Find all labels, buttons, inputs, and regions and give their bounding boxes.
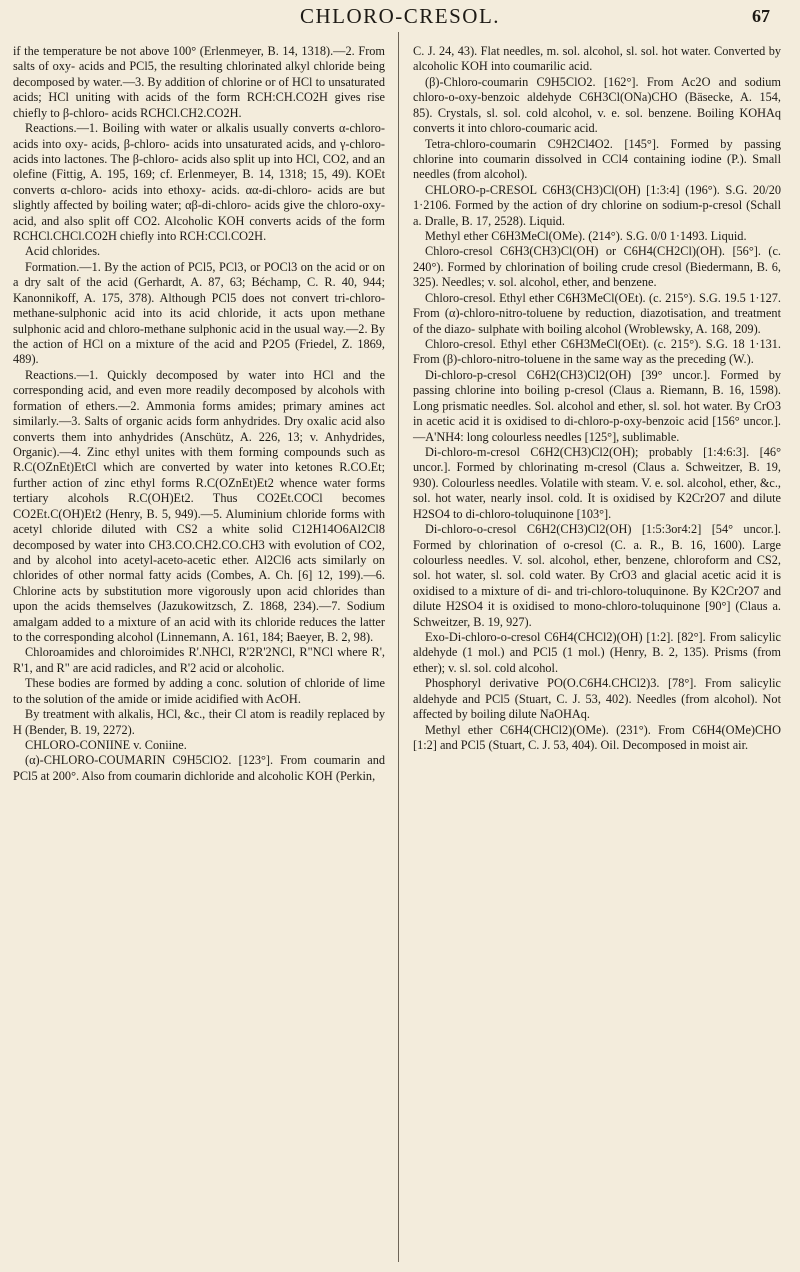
entry: Chloro-cresol. Ethyl ether C6H3MeCl(OEt). (c. 215°). S.G. 19.5 1·127. From (α)-chloro-nitro-toluene by reduction, diazotisation, and treatment of the diazo- sulphate with boiling alcohol (Wroblewsky, A. 168, 209). bbox=[413, 290, 781, 336]
left-column bbox=[13, 44, 385, 784]
entry: Tetra-chloro-coumarin C9H2Cl4O2. [145°]. Formed by passing chlorine into coumarin dissolved in CCl4 containing iodine (P.). Small needles (from alcohol). bbox=[413, 136, 781, 182]
running-title: CHLORO-CRESOL. bbox=[299, 4, 501, 28]
paragraph: Reactions.—1. Quickly decomposed by water into HCl and the corresponding acid, and even more readily decomposed by alcohols with formation of ethers.—2. Ammonia forms amides; primary amines act similarly.—3. Salts of organic acids form anhydrides. Dry oxalic acid also converts them into anhydrides (Anschütz, A. 226, 13; v. Anhydrides, Organic).—4. Zinc ethyl unites with them forming compounds such as R.C(OZnEt)EtCl which are converted by water into ketones R.CO.Et; further action of zinc ethyl forms R.C(OZnEt)Et2 whence water forms tertiary alcohols R.C(OH)Et2. Thus CO2Et.COCl becomes CO2Et.C(OH)Et2 (Henry, B. 5, 949).—5. Aluminium chloride forms with acetyl chloride diluted with CS2 a white solid C12H14O6Al2Cl8 decomposed by water into CH3.CO.CH2.CO.CH3 with evolution of CO2, and by alcohol into acetyl-aceto-acetic ether. Al2Cl6 acts similarly on chlorides of other normal fatty acids (Combes, A. Ch. [6] 12, 199).—6. Chlorine acts by substitution more vigorously upon acid chlorides than upon the acids themselves (Jazukowitzsch, Z. 1868, 234).—7. Sodium amalgam added to a mixture of an acid with its chloride reduces the latter to the corresponding alcohol (Linnemann, A. 161, 184; Baeyer, B. 2, 98). bbox=[13, 367, 385, 645]
paragraph: C. J. 24, 43). Flat needles, m. sol. alcohol, sl. sol. hot water. Converted by alcoholic KOH into coumarilic acid. bbox=[413, 44, 781, 74]
entry-chloro-coumarin: (α)-CHLORO-COUMARIN C9H5ClO2. [123°]. From coumarin and PCl5 at 200°. Also from coumarin dichloride and alcoholic KOH (Perkin, bbox=[13, 753, 385, 783]
section-heading: Acid chlorides. bbox=[25, 244, 101, 259]
column-divider bbox=[398, 32, 399, 1262]
entry-coniine: CHLORO-CONIINE v. Coniine. bbox=[25, 737, 187, 752]
paragraph: Reactions.—1. Boiling with water or alkalis usually converts α-chloro- acids into oxy- acids, β-chloro- acids into unsaturated acids, and γ-chloro- acids into lactones. The β-chloro- acids also split up into HCl, CO2, and an olefine (Fittig, A. 195, 169; cf. Erlenmeyer, B. 14, 1318; 15, 49). KOEt converts α-chloro- acids into ethoxy- acids. αα-di-chloro- acids are but slightly affected by boiling water; αβ-di-chloro- acids give the chloro-oxy- acid, and also split off CO2. Alcoholic KOH converts acids of the form RCHCl.CHCl.CO2H chiefly into RCH:CCl.CO2H. bbox=[13, 121, 385, 244]
entry-chloro-p-cresol: CHLORO-p-CRESOL C6H3(CH3)Cl(OH) [1:3:4] (196°). S.G. 20/20 1·2106. Formed by the action of dry chlorine on sodium-p-cresol (Schall a. Dralle, B. 17, 2528). Liquid. bbox=[413, 182, 781, 228]
paragraph: By treatment with alkalis, HCl, &c., their Cl atom is readily replaced by H (Bender, B. 19, 2272). bbox=[13, 707, 385, 737]
paragraph: Chloroamides and chloroimides R'.NHCl, R'2R'2NCl, R"NCl where R', R'1, and R" are acid radicles, and R'2 acid or alcoholic. bbox=[13, 645, 385, 675]
entry: Chloro-cresol. Ethyl ether C6H3MeCl(OEt). (c. 215°). S.G. 18 1·131. From (β)-chloro-nitro-toluene in the same way as the preceding (W.). bbox=[413, 337, 781, 367]
entry: Chloro-cresol C6H3(CH3)Cl(OH) or C6H4(CH2Cl)(OH). [56°]. (c. 240°). Formed by chlorination of boiling crude cresol (Biedermann, B. 6, 325). Needles; v. sol. alcohol, ether, and benzene. bbox=[413, 244, 781, 290]
entry: Di-chloro-m-cresol C6H2(CH3)Cl2(OH); probably [1:4:6:3]. [46° uncor.]. Formed by chlorinating m-cresol (Claus a. Schweitzer, B. 19, 930). Colourless needles. Volatile with steam. V. e. sol. alcohol, ether, &c., sol. hot water, nearly insol. cold. It is oxidised by K2Cr2O7 and dilute H2SO4 to di-chloro-toluquinone [103°]. bbox=[413, 444, 781, 521]
right-column bbox=[413, 44, 781, 753]
entry: Methyl ether C6H4(CHCl2)(OMe). (231°). From C6H4(OMe)CHO [1:2] and PCl5 (Stuart, C. J. 53, 404). Oil. Decomposed in moist air. bbox=[413, 722, 781, 752]
paragraph: These bodies are formed by adding a conc. solution of chloride of lime to the solution of the amide or imide acidified with AcOH. bbox=[13, 676, 385, 706]
entry: (β)-Chloro-coumarin C9H5ClO2. [162°]. From Ac2O and sodium chloro-o-oxy-benzoic aldehyde C6H3Cl(ONa)CHO (Bäsecke, A. 154, 85). Crystals, sl. sol. cold alcohol, v. e. sol. benzene. Boiling KOHAq converts it into chloro-coumaric acid. bbox=[413, 74, 781, 136]
entry: Di-chloro-o-cresol C6H2(CH3)Cl2(OH) [1:5:3or4:2] [54° uncor.]. Formed by chlorination of o-cresol (C. a. R., B. 16, 1600). Large colourless needles. V. sol. alcohol, ether, benzene, chloroform and CS2, sol. hot water, sl. sol. cold water. By CrO3 and glacial acetic acid it is oxidised to a mixture of di- and tri-chloro-toluquinone. By K2Cr2O7 and dilute H2SO4 it is oxidised to mono-chloro-toluquinone [90°] (Claus a. Schweitzer, B. 19, 927). bbox=[413, 522, 781, 629]
paragraph: Formation.—1. By the action of PCl5, PCl3, or POCl3 on the acid or on a dry salt of the acid (Gerhardt, A. 87, 63; Béchamp, C. R. 40, 944; Kanonnikoff, A. 175, 378). Although PCl5 does not convert tri-chloro-methane-sulphonic acid into its acid chloride, it acts upon methane sulphonic acid and chloro-methane sulphonic acid in the usual way.—2. By the action of HCl on a mixture of the acid and P2O5 (Friedel, Z. 1869, 489). bbox=[13, 259, 385, 367]
entry: Exo-Di-chloro-o-cresol C6H4(CHCl2)(OH) [1:2]. [82°]. From salicylic aldehyde (1 mol.) and PCl5 (1 mol.) (Henry, B. 2, 135). Prisms (from ether); v. sl. sol. cold alcohol. bbox=[413, 630, 781, 675]
page-number: 67 bbox=[752, 6, 770, 26]
paragraph: if the temperature be not above 100° (Erlenmeyer, B. 14, 1318).—2. From salts of oxy- acids and PCl5, the resulting chlorinated alkyl chloride being decomposed by water.—3. By addition of chlorine or of HCl to unsaturated acids; HCl uniting with acids of the form RCH:CH.CO2H gives rise chiefly to β-chloro- acids RCHCl.CH2.CO2H. bbox=[13, 44, 385, 120]
entry: Di-chloro-p-cresol C6H2(CH3)Cl2(OH) [39° uncor.]. Formed by passing chlorine into boiling p-cresol (Claus a. Riemann, B. 16, 1598). Long prismatic needles. Sol. alcohol and ether, sl. sol. hot water. By CrO3 in acetic acid it is oxidised to di-chloro-p-oxy-benzoic acid [156° uncor.].—A'NH4: long colourless needles [125°], sublimable. bbox=[413, 367, 781, 444]
entry: Methyl ether C6H3MeCl(OMe). (214°). S.G. 0/0 1·1493. Liquid. bbox=[425, 229, 747, 244]
entry: Phosphoryl derivative PO(O.C6H4.CHCl2)3. [78°]. From salicylic aldehyde and PCl5 (Stuart, C. J. 53, 402). Needles (from alcohol). Not affected by boiling dilute NaOHAq. bbox=[413, 676, 781, 722]
